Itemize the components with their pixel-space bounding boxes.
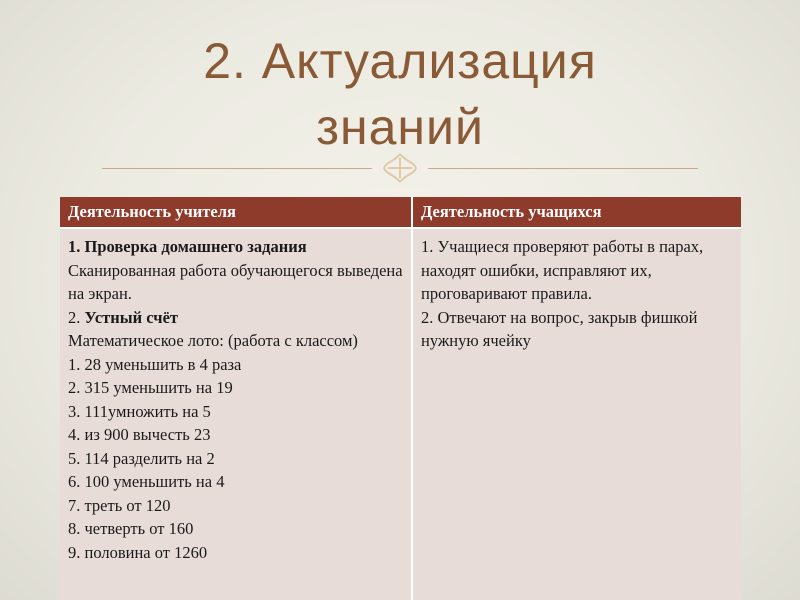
list-item: 2. 315 уменьшить на 19 bbox=[68, 378, 233, 397]
activity-table bbox=[60, 197, 741, 600]
list-item: 6. 100 уменьшить на 4 bbox=[68, 472, 225, 491]
slide-title-line-2: знаний bbox=[316, 99, 484, 155]
list-item: 9. половина от 1260 bbox=[68, 542, 208, 562]
homework-check-text: Сканированная работа обучающегося выведена на экран. bbox=[68, 260, 403, 303]
homework-check-title: 1. Проверка домашнего задания bbox=[68, 237, 307, 256]
list-item: 3. 111умножить на 5 bbox=[68, 401, 211, 421]
student-activity-cell bbox=[412, 228, 741, 600]
slide-title-line-1: 2. Актуализация bbox=[203, 33, 597, 89]
student-item-1: 1. Учащиеся проверяют работы в парах, находят ошибки, исправляют их, проговаривают правила. bbox=[421, 237, 704, 303]
title-divider-left bbox=[102, 168, 372, 169]
list-item: 7. треть от 120 bbox=[68, 495, 171, 515]
math-lotto-text: Математическое лото: (работа с классом) bbox=[68, 331, 358, 350]
mental-math-number: 2. bbox=[68, 307, 85, 327]
list-item: 4. из 900 вычесть 23 bbox=[68, 425, 211, 444]
title-divider-right bbox=[428, 168, 698, 169]
slide-title bbox=[0, 28, 800, 160]
teacher-activity-cell bbox=[60, 228, 412, 600]
list-item: 5. 114 разделить на 2 bbox=[68, 448, 215, 468]
header-student-activity: Деятельность учащихся bbox=[412, 197, 741, 228]
fleur-ornament-icon bbox=[378, 150, 422, 186]
table-row bbox=[60, 228, 741, 600]
list-item: 8. четверть от 160 bbox=[68, 519, 194, 538]
header-teacher-activity: Деятельность учителя bbox=[60, 197, 412, 228]
table-header-row bbox=[60, 197, 741, 228]
mental-math-heading bbox=[68, 306, 403, 330]
list-item: 1. 28 уменьшить в 4 раза bbox=[68, 354, 242, 374]
mental-math-title: Устный счёт bbox=[84, 307, 179, 327]
student-item-2: 2. Отвечают на вопрос, закрыв фишкой нужную ячейку bbox=[421, 307, 698, 350]
